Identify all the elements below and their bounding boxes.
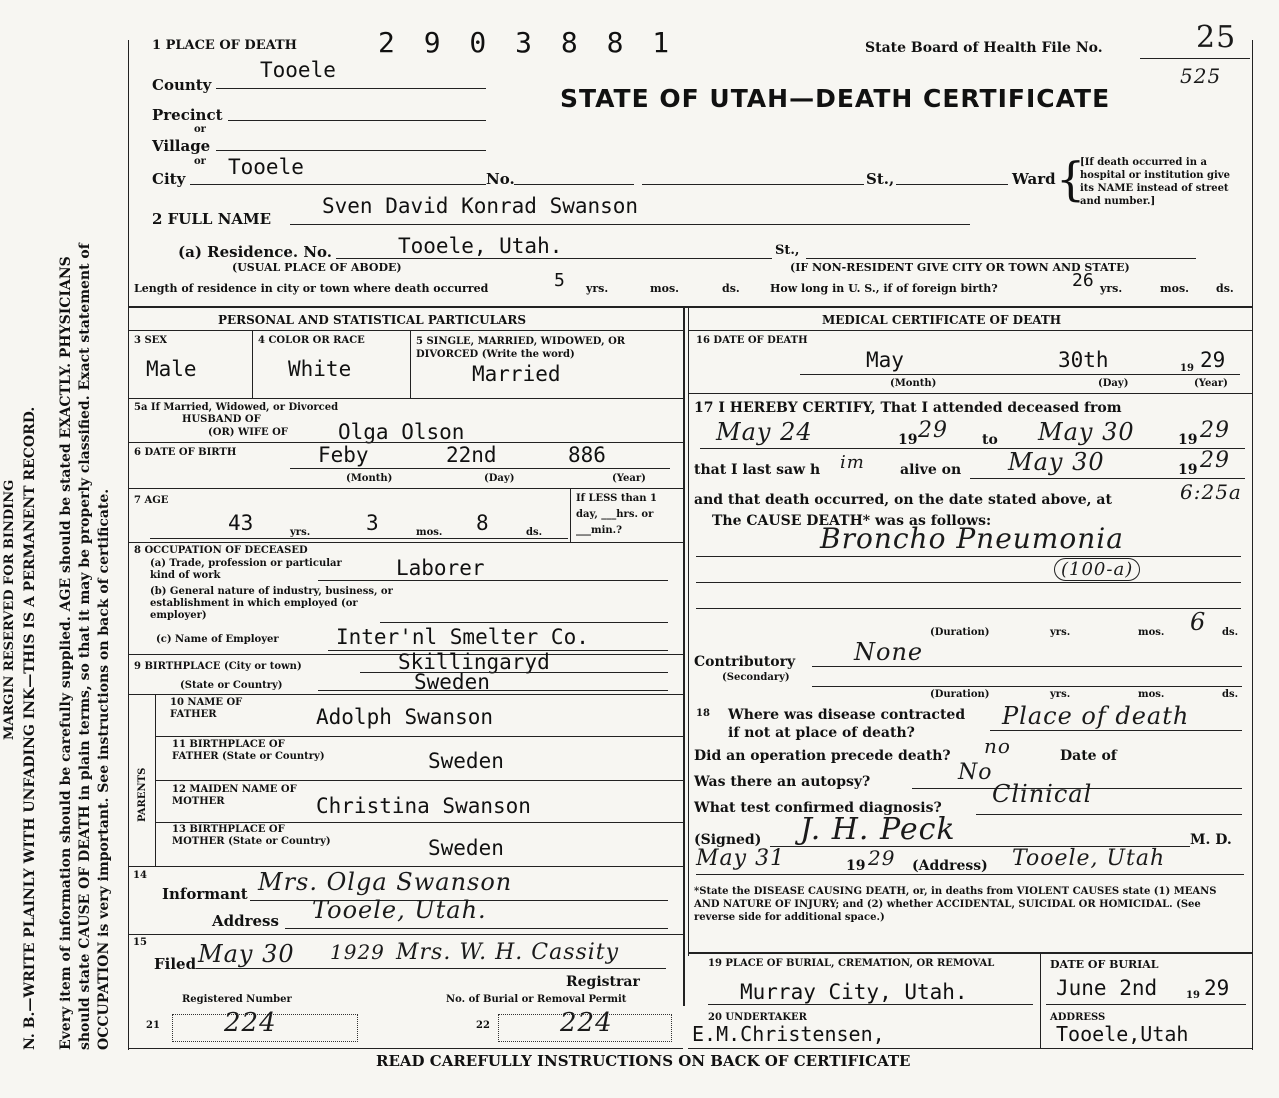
autopsy-answer: No (958, 760, 993, 785)
last-saw-label: that I last saw h (694, 462, 821, 478)
serial-number: 2 9 0 3 8 8 1 (378, 26, 676, 59)
duration-days: 6 (1190, 608, 1207, 636)
physician-address-label: (Address) (912, 858, 988, 874)
registered-number-box (172, 1014, 358, 1042)
filed-label: Filed (154, 955, 197, 973)
burial-permit-index: 22 (476, 1020, 490, 1031)
place-of-death-label: 1 PLACE OF DEATH (152, 38, 297, 53)
mos-label: mos. (1138, 627, 1165, 638)
filed-number: 15 (133, 937, 147, 948)
month-caption: (Month) (346, 473, 393, 484)
margin-note-instructions-1: Every item of information should be carefully supplied. AGE should be stated EXACTLY. PHYSICIANS (58, 256, 74, 1050)
burial-year-prefix: 19 (1186, 990, 1200, 1001)
to-year-prefix: 19 (1178, 432, 1198, 448)
death-year: 29 (1200, 348, 1226, 372)
length-residence-label: Length of residence in city or town where death occurred (134, 282, 489, 295)
dob-month: Feby (318, 443, 369, 467)
margin-reserved-note: MARGIN RESERVED FOR BINDING (2, 479, 17, 740)
bottom-instructions: READ CAREFULLY INSTRUCTIONS ON BACK OF CERTIFICATE (376, 1052, 911, 1070)
father-name-label: 10 NAME OF FATHER (170, 697, 243, 720)
yrs-label: yrs. (1050, 627, 1071, 638)
undertaker-label: 20 UNDERTAKER (708, 1012, 807, 1023)
informant-value: Mrs. Olga Swanson (258, 868, 513, 896)
file-no-extra: 525 (1180, 64, 1222, 88)
dob-label: 6 DATE OF BIRTH (134, 447, 237, 458)
month-caption: (Month) (890, 378, 937, 389)
registrar-signature: Mrs. W. H. Cassity (396, 940, 620, 965)
sex-value: Male (146, 357, 197, 381)
birthplace-label: 9 BIRTHPLACE (City or town) (134, 661, 302, 672)
age-months: 3 (366, 511, 379, 535)
precinct-label: Precinct (152, 106, 223, 124)
or-label: or (194, 156, 206, 167)
informant-label: Informant (162, 885, 248, 903)
cause-label: The CAUSE DEATH* was as follows: (712, 513, 992, 529)
last-saw-pronoun: im (840, 452, 865, 473)
length-residence-yrs: 5 (554, 270, 565, 291)
physician-address: Tooele, Utah (1012, 846, 1166, 871)
spouse-label-3: (OR) WIFE OF (208, 427, 288, 438)
occupation-label: 8 OCCUPATION OF DECEASED (134, 545, 308, 556)
father-birthplace-label: 11 BIRTHPLACE OF FATHER (State or Country) (172, 739, 325, 762)
test-answer: Clinical (992, 780, 1093, 808)
burial-permit-box (498, 1014, 672, 1042)
signed-year-prefix: 19 (846, 858, 866, 874)
operation-label: Did an operation precede death? (694, 748, 951, 764)
mother-birthplace: Sweden (428, 836, 504, 860)
year-caption: (Year) (1194, 378, 1228, 389)
test-label: What test confirmed diagnosis? (694, 800, 942, 816)
ward-label: Ward (1012, 170, 1056, 188)
registered-number-label: Registered Number (182, 994, 292, 1005)
occupation-b-label: (b) General nature of industry, business, or establishment in which employed (or employer) (150, 586, 393, 621)
employer-value: Inter'nl Smelter Co. (336, 625, 589, 649)
duration-label: (Duration) (930, 689, 990, 700)
where-contracted: Place of death (1002, 702, 1190, 730)
spouse-label-1: 5a If Married, Widowed, or Divorced (134, 402, 339, 413)
village-label: Village (152, 137, 211, 155)
filed-date: May 30 (198, 940, 295, 968)
occupation-a-value: Laborer (396, 556, 485, 580)
full-name-value: Sven David Konrad Swanson (322, 194, 639, 218)
mother-name-label: 12 MAIDEN NAME OF MOTHER (172, 784, 297, 807)
ds-label: ds. (526, 527, 543, 538)
occupation-a-label: (a) Trade, profession or particular kind of work (150, 558, 342, 581)
burial-place: Murray City, Utah. (740, 980, 968, 1004)
autopsy-label: Was there an autopsy? (694, 774, 871, 790)
or-label: or (194, 124, 206, 135)
duration-label: (Duration) (930, 627, 990, 638)
file-no: 25 (1196, 20, 1237, 55)
ds-label: ds. (722, 282, 740, 295)
year-caption: (Year) (612, 473, 646, 484)
dob-day: 22nd (446, 443, 497, 467)
spouse-value: Olga Olson (338, 420, 465, 444)
margin-note-permanent: N. B.—WRITE PLAINLY WITH UNFADING INK—THIS IS A PERMANENT RECORD. (22, 406, 38, 1050)
contributory-cause: None (854, 638, 924, 666)
dob-year: 886 (568, 443, 606, 467)
signed-date: May 31 (696, 846, 786, 871)
signed-label: (Signed) (694, 832, 762, 848)
registered-number: 224 (224, 1008, 277, 1038)
to-label: to (982, 432, 998, 448)
mos-label: mos. (1138, 689, 1165, 700)
personal-header: PERSONAL AND STATISTICAL PARTICULARS (218, 313, 527, 327)
mother-birthplace-label: 13 BIRTHPLACE OF MOTHER (State or Country) (172, 824, 331, 847)
registered-number-index: 21 (146, 1020, 160, 1031)
mother-name: Christina Swanson (316, 794, 531, 818)
file-no-label: State Board of Health File No. (865, 40, 1103, 56)
marital-label: 5 SINGLE, MARRIED, WIDOWED, OR DIVORCED (Write the word) (416, 336, 626, 360)
burial-place-label: 19 PLACE OF BURIAL, CREMATION, OR REMOVAL (708, 958, 995, 969)
age-years: 43 (228, 511, 254, 535)
registrar-label: Registrar (566, 974, 640, 990)
burial-year: 29 (1204, 976, 1230, 1000)
mos-label: mos. (1160, 282, 1189, 295)
death-time-label: and that death occurred, on the date stated above, at (694, 492, 1112, 508)
informant-address-label: Address (212, 912, 279, 930)
where-contracted-label: Where was disease contracted (728, 707, 966, 723)
from-year: 29 (918, 418, 948, 443)
where-contracted-label-2: if not at place of death? (728, 725, 915, 741)
yrs-label: yrs. (1050, 689, 1071, 700)
yrs-label: yrs. (586, 282, 609, 295)
informant-number: 14 (133, 870, 147, 881)
burial-permit-number: 224 (560, 1008, 613, 1038)
institution-note: [If death occurred in a hospital or institution give its NAME instead of street and number.] (1080, 157, 1230, 207)
burial-permit-label: No. of Burial or Removal Permit (446, 994, 627, 1005)
father-name: Adolph Swanson (316, 705, 494, 729)
ds-label: ds. (1216, 282, 1234, 295)
ward-brace: { (1056, 152, 1086, 206)
attended-to: May 30 (1038, 418, 1135, 446)
age-label: 7 AGE (134, 495, 169, 506)
ds-label: ds. (1222, 627, 1239, 638)
ds-label: ds. (1222, 689, 1239, 700)
attended-from: May 24 (716, 418, 813, 446)
undertaker-address-label: ADDRESS (1050, 1012, 1106, 1023)
full-name-label: 2 FULL NAME (152, 210, 272, 228)
day-caption: (Day) (484, 473, 515, 484)
employer-label: (c) Name of Employer (156, 634, 279, 645)
informant-address: Tooele, Utah. (312, 896, 487, 924)
city-label: City (152, 170, 186, 188)
county-label: County (152, 76, 212, 94)
abode-note: (USUAL PLACE OF ABODE) (232, 261, 402, 274)
day-caption: (Day) (1098, 378, 1129, 389)
margin-note-instructions-3: OCCUPATION is very important. See instructions on back of certificate. (96, 488, 112, 1050)
father-birthplace: Sweden (428, 749, 504, 773)
city-value: Tooele (228, 155, 304, 179)
death-day: 30th (1058, 348, 1109, 372)
race-value: White (288, 357, 352, 381)
death-month: May (866, 348, 904, 372)
last-saw-date: May 30 (1008, 448, 1105, 476)
date-of-label: Date of (1060, 748, 1117, 764)
less-than-day-label: If LESS than 1 day, ___hrs. or ___min.? (576, 493, 657, 536)
death-date-label: 16 DATE OF DEATH (696, 335, 808, 346)
years-in-us-label: How long in U. S., if of foreign birth? (770, 282, 998, 295)
operation-answer: no (984, 734, 1011, 758)
cause-of-death: Broncho Pneumonia (820, 522, 1124, 555)
certify-statement: 17 I HEREBY CERTIFY, That I attended deceased from (694, 400, 1122, 416)
last-saw-year-prefix: 19 (1178, 462, 1198, 478)
physician-signature: J. H. Peck (800, 812, 956, 847)
cause-footnote: *State the DISEASE CAUSING DEATH, or, in deaths from VIOLENT CAUSES state (1) MEANS AND NATURE OF INJURY; and (2) whether ACCIDENTAL, SUICIDAL OR HOMICIDAL. (See reverse side for additional space.) (694, 886, 1217, 923)
yrs-label: yrs. (290, 527, 311, 538)
contributory-label: Contributory (694, 654, 796, 670)
burial-date-label: DATE OF BURIAL (1050, 958, 1159, 971)
birthplace-country: Sweden (414, 670, 490, 694)
mos-label: mos. (416, 527, 443, 538)
nonresident-note: (IF NON-RESIDENT GIVE CITY OR TOWN AND STATE) (790, 261, 1130, 274)
margin-note-instructions-2: should state CAUSE OF DEATH in plain terms, so that it may be properly classified. Exact statement of (77, 243, 93, 1050)
marital-value: Married (472, 362, 561, 386)
secondary-label: (Secondary) (722, 672, 790, 683)
residence-value: Tooele, Utah. (398, 234, 563, 258)
county-value: Tooele (260, 58, 336, 82)
burial-date: June 2nd (1056, 976, 1158, 1000)
medical-header: MEDICAL CERTIFICATE OF DEATH (822, 313, 1062, 327)
street-label: St., (866, 170, 895, 188)
birthplace-city: Skillingaryd (398, 650, 550, 674)
spouse-label-2: HUSBAND OF (182, 414, 261, 425)
death-time: 6:25a (1180, 480, 1242, 504)
undertaker-address: Tooele,Utah (1056, 1022, 1189, 1046)
death-year-prefix: 19 (1180, 363, 1194, 374)
certificate-title: STATE OF UTAH—DEATH CERTIFICATE (560, 84, 1111, 113)
race-label: 4 COLOR OR RACE (258, 335, 365, 346)
birthplace-state-label: (State or Country) (180, 680, 283, 691)
parents-label: PARENTS (137, 767, 148, 822)
mos-label: mos. (650, 282, 679, 295)
to-year: 29 (1200, 418, 1230, 443)
filed-year: 1929 (330, 940, 385, 964)
question-18-number: 18 (696, 708, 710, 719)
residence-label: (a) Residence. No. (178, 243, 333, 261)
yrs-label: yrs. (1100, 282, 1123, 295)
sex-label: 3 SEX (134, 335, 168, 346)
from-year-prefix: 19 (898, 432, 918, 448)
alive-on-label: alive on (900, 462, 962, 478)
undertaker-name: E.M.Christensen, (692, 1022, 885, 1046)
signed-year: 29 (868, 846, 896, 870)
last-saw-year: 29 (1200, 448, 1230, 473)
residence-st-label: St., (775, 243, 800, 258)
street-no-label: No. (486, 170, 515, 188)
age-days: 8 (476, 511, 489, 535)
cause-code: (100-a) (1054, 558, 1140, 581)
years-in-us-value: 26 (1072, 270, 1094, 291)
md-label: M. D. (1190, 832, 1232, 848)
